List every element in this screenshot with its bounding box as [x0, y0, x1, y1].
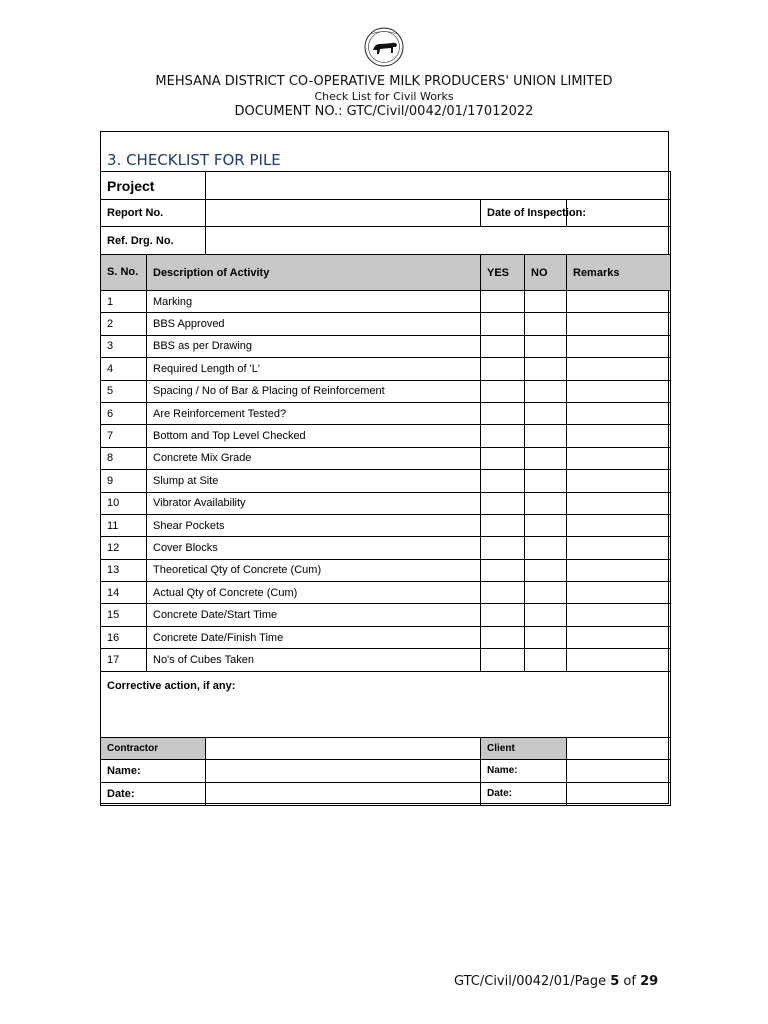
contractor-name-label: Name:	[101, 759, 206, 782]
table-row	[101, 291, 671, 313]
row-yes-cell[interactable]	[481, 402, 525, 424]
row-no-cell[interactable]	[525, 335, 567, 357]
row-activity: Concrete Mix Grade	[147, 447, 481, 469]
signoff-header-row	[101, 737, 671, 759]
row-number: 9	[101, 470, 147, 492]
row-no-cell[interactable]	[525, 604, 567, 626]
row-no-cell[interactable]	[525, 402, 567, 424]
row-number: 15	[101, 604, 147, 626]
row-activity: Marking	[147, 291, 481, 313]
table-row	[101, 402, 671, 424]
signoff-name-row	[101, 759, 671, 782]
row-activity: Concrete Date/Start Time	[147, 604, 481, 626]
row-remarks-cell[interactable]	[567, 358, 671, 380]
row-remarks-cell[interactable]	[567, 514, 671, 536]
row-activity: Slump at Site	[147, 470, 481, 492]
report-no-label: Report No.	[101, 200, 206, 227]
row-number: 3	[101, 335, 147, 357]
row-number: 1	[101, 291, 147, 313]
client-name-label: Name:	[481, 759, 567, 782]
organization-name: MEHSANA DISTRICT CO-OPERATIVE MILK PRODUCERS' UNION LIMITED	[155, 74, 613, 89]
table-row	[101, 582, 671, 604]
row-number: 4	[101, 358, 147, 380]
contractor-label: Contractor	[101, 737, 206, 759]
row-yes-cell[interactable]	[481, 492, 525, 514]
row-remarks-cell[interactable]	[567, 425, 671, 447]
row-yes-cell[interactable]	[481, 425, 525, 447]
row-number: 17	[101, 649, 147, 671]
table-row	[101, 604, 671, 626]
row-yes-cell[interactable]	[481, 559, 525, 581]
column-header-row	[101, 255, 671, 291]
row-no-cell[interactable]	[525, 313, 567, 335]
table-row	[101, 447, 671, 469]
row-no-cell[interactable]	[525, 514, 567, 536]
project-label: Project	[101, 172, 206, 200]
row-number: 5	[101, 380, 147, 402]
row-number: 2	[101, 313, 147, 335]
footer-page-number: 5	[610, 974, 620, 989]
row-activity: Required Length of 'L'	[147, 358, 481, 380]
row-number: 12	[101, 537, 147, 559]
row-number: 16	[101, 626, 147, 648]
activity-rows	[101, 291, 671, 672]
row-yes-cell[interactable]	[481, 604, 525, 626]
signoff-date-row	[101, 782, 671, 805]
row-no-cell[interactable]	[525, 425, 567, 447]
client-date-field[interactable]	[567, 782, 671, 805]
report-row	[101, 200, 671, 227]
row-no-cell[interactable]	[525, 537, 567, 559]
table-row	[101, 470, 671, 492]
client-date-label: Date:	[481, 782, 567, 805]
project-row	[101, 172, 671, 200]
row-number: 7	[101, 425, 147, 447]
table-row	[101, 335, 671, 357]
document-subtitle: Check List for Civil Works	[314, 90, 454, 103]
col-description: Description of Activity	[147, 255, 481, 291]
row-no-cell[interactable]	[525, 582, 567, 604]
contractor-field[interactable]	[206, 737, 481, 759]
section-title: 3. CHECKLIST FOR PILE	[107, 151, 281, 169]
project-field[interactable]	[206, 172, 671, 200]
row-yes-cell[interactable]	[481, 582, 525, 604]
row-yes-cell[interactable]	[481, 626, 525, 648]
table-row	[101, 358, 671, 380]
col-yes: YES	[481, 255, 525, 291]
footer-prefix: GTC/Civil/0042/01/Page	[454, 974, 611, 989]
table-row	[101, 514, 671, 536]
col-remarks: Remarks	[567, 255, 671, 291]
row-no-cell[interactable]	[525, 470, 567, 492]
row-remarks-cell[interactable]	[567, 470, 671, 492]
row-activity: Concrete Date/Finish Time	[147, 626, 481, 648]
row-number: 6	[101, 402, 147, 424]
ref-drg-label: Ref. Drg. No.	[101, 227, 206, 255]
row-remarks-cell[interactable]	[567, 559, 671, 581]
row-no-cell[interactable]	[525, 380, 567, 402]
row-yes-cell[interactable]	[481, 537, 525, 559]
row-no-cell[interactable]	[525, 649, 567, 671]
row-remarks-cell[interactable]	[567, 402, 671, 424]
corrective-action-label: Corrective action, if any:	[107, 679, 236, 692]
table-row	[101, 313, 671, 335]
row-activity: BBS Approved	[147, 313, 481, 335]
table-row	[101, 380, 671, 402]
checklist-table	[100, 171, 671, 806]
row-remarks-cell[interactable]	[567, 492, 671, 514]
row-yes-cell[interactable]	[481, 335, 525, 357]
row-number: 14	[101, 582, 147, 604]
row-no-cell[interactable]	[525, 358, 567, 380]
ref-drg-field[interactable]	[206, 227, 671, 255]
corrective-action-field[interactable]	[101, 671, 671, 737]
row-activity: Shear Pockets	[147, 514, 481, 536]
report-no-field[interactable]	[206, 200, 481, 227]
row-yes-cell[interactable]	[481, 358, 525, 380]
row-no-cell[interactable]	[525, 291, 567, 313]
page-footer	[454, 974, 658, 989]
row-remarks-cell[interactable]	[567, 537, 671, 559]
row-remarks-cell[interactable]	[567, 380, 671, 402]
table-row	[101, 559, 671, 581]
table-row	[101, 492, 671, 514]
contractor-name-field[interactable]	[206, 759, 481, 782]
table-row	[101, 537, 671, 559]
col-no: NO	[525, 255, 567, 291]
contractor-date-field[interactable]	[206, 782, 481, 805]
row-remarks-cell[interactable]	[567, 582, 671, 604]
col-sno: S. No.	[101, 255, 147, 291]
row-activity: BBS as per Drawing	[147, 335, 481, 357]
row-activity: Bottom and Top Level Checked	[147, 425, 481, 447]
footer-of: of	[619, 974, 641, 989]
row-activity: No's of Cubes Taken	[147, 649, 481, 671]
row-remarks-cell[interactable]	[567, 649, 671, 671]
row-no-cell[interactable]	[525, 492, 567, 514]
document-number: DOCUMENT NO.: GTC/Civil/0042/01/17012022	[234, 104, 534, 119]
row-number: 11	[101, 514, 147, 536]
footer-page-total: 29	[640, 974, 659, 989]
row-no-cell[interactable]	[525, 626, 567, 648]
row-remarks-cell[interactable]	[567, 604, 671, 626]
row-activity: Are Reinforcement Tested?	[147, 402, 481, 424]
row-yes-cell[interactable]	[481, 649, 525, 671]
row-activity: Cover Blocks	[147, 537, 481, 559]
row-activity: Theoretical Qty of Concrete (Cum)	[147, 559, 481, 581]
row-activity: Spacing / No of Bar & Placing of Reinforcement	[147, 380, 481, 402]
table-row	[101, 649, 671, 671]
row-number: 13	[101, 559, 147, 581]
corrective-row	[101, 671, 671, 737]
row-yes-cell[interactable]	[481, 291, 525, 313]
cow-emblem-logo	[362, 26, 406, 68]
row-no-cell[interactable]	[525, 447, 567, 469]
row-remarks-cell[interactable]	[567, 447, 671, 469]
row-activity: Actual Qty of Concrete (Cum)	[147, 582, 481, 604]
table-row	[101, 626, 671, 648]
row-yes-cell[interactable]	[481, 313, 525, 335]
contractor-date-label: Date:	[101, 782, 206, 805]
client-label: Client	[481, 737, 567, 759]
row-no-cell[interactable]	[525, 559, 567, 581]
ref-drg-row	[101, 227, 671, 255]
row-yes-cell[interactable]	[481, 447, 525, 469]
row-yes-cell[interactable]	[481, 514, 525, 536]
row-remarks-cell[interactable]	[567, 626, 671, 648]
client-field[interactable]	[567, 737, 671, 759]
row-number: 8	[101, 447, 147, 469]
row-remarks-cell[interactable]	[567, 335, 671, 357]
row-remarks-cell[interactable]	[567, 313, 671, 335]
client-name-field[interactable]	[567, 759, 671, 782]
table-row	[101, 425, 671, 447]
row-activity: Vibrator Availability	[147, 492, 481, 514]
row-yes-cell[interactable]	[481, 470, 525, 492]
row-remarks-cell[interactable]	[567, 291, 671, 313]
date-of-inspection-label: Date of Inspection:	[481, 200, 567, 227]
row-number: 10	[101, 492, 147, 514]
row-yes-cell[interactable]	[481, 380, 525, 402]
